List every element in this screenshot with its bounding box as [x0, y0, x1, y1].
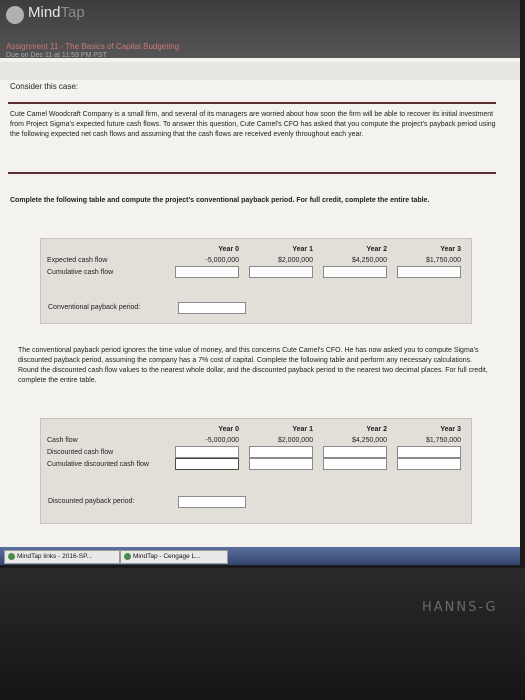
conventional-payback-label: Conventional payback period:: [48, 304, 141, 311]
cash-flow-year-2: $4,250,000: [351, 437, 387, 444]
col-year-2: Year 2: [366, 426, 387, 433]
discounted-payback-input[interactable]: [178, 496, 246, 508]
discounted-payback-label: Discounted payback period:: [48, 498, 135, 505]
table-row: [44, 435, 464, 446]
row-label: Discounted cash flow: [47, 448, 114, 456]
col-year-3: Year 3: [440, 246, 461, 253]
discounted-cash-flow-input-year-1[interactable]: [249, 446, 313, 458]
taskbar-item[interactable]: MindTap links - 2016-SP...: [4, 550, 120, 564]
col-year-0: Year 0: [218, 246, 239, 253]
col-year-1: Year 1: [292, 246, 313, 253]
cash-flow-year-1: $2,000,000: [277, 257, 313, 264]
browser-icon: [8, 553, 15, 560]
divider: [8, 172, 496, 174]
row-label: Cumulative cash flow: [47, 268, 114, 276]
table-row: [44, 255, 464, 266]
cumulative-cash-flow-input-year-2[interactable]: [323, 266, 387, 278]
cash-flow-year-3: $1,750,000: [425, 257, 461, 264]
case-heading: Consider this case:: [10, 82, 79, 91]
col-year-1: Year 1: [292, 426, 313, 433]
part2-table: [44, 424, 464, 470]
cash-flow-year-3: $1,750,000: [425, 437, 461, 444]
table-row: [44, 266, 464, 278]
part1-table: [44, 244, 464, 278]
cash-flow-year-0: -5,000,000: [205, 437, 239, 444]
taskbar: [0, 547, 520, 565]
content-header: [0, 62, 520, 80]
case-text: Cute Camel Woodcraft Company is a small firm, and several of its managers are worried about how soon the firm will be able to recover its initial investment from Project Sigma's expected future cash flows. To answer this question, Cute Camel's CFO has asked that you compute the project's payback period using the following expected net cash flows and assuming that the cash flows are received evenly throughout each year.: [10, 111, 496, 138]
col-year-2: Year 2: [366, 246, 387, 253]
table-row: [44, 458, 464, 470]
browser-icon: [124, 553, 131, 560]
taskbar-item[interactable]: MindTap - Cengage L...: [120, 550, 228, 564]
app-header: [0, 0, 520, 58]
monitor-bezel-bottom: [0, 568, 525, 700]
col-year-3: Year 3: [440, 426, 461, 433]
assignment-title[interactable]: Assignment 11 - The Basics of Capital Budgeting: [6, 42, 180, 51]
discounted-cash-flow-input-year-3[interactable]: [397, 446, 461, 458]
cumulative-cash-flow-input-year-0[interactable]: [175, 266, 239, 278]
cash-flow-year-0: -5,000,000: [205, 257, 239, 264]
discounted-cash-flow-input-year-0[interactable]: [175, 446, 239, 458]
divider: [8, 102, 496, 104]
cumulative-discounted-input-year-3[interactable]: [397, 458, 461, 470]
cumulative-discounted-input-year-1[interactable]: [249, 458, 313, 470]
row-label: Expected cash flow: [47, 257, 108, 264]
row-label: Cash flow: [47, 437, 78, 444]
cumulative-discounted-input-year-0[interactable]: [175, 458, 239, 470]
cumulative-cash-flow-input-year-3[interactable]: [397, 266, 461, 278]
col-year-0: Year 0: [218, 426, 239, 433]
app-name: MindTap: [28, 4, 85, 21]
cash-flow-year-1: $2,000,000: [277, 437, 313, 444]
table-row: [44, 446, 464, 458]
row-label: Cumulative discounted cash flow: [47, 460, 149, 468]
cash-flow-year-2: $4,250,000: [351, 257, 387, 264]
part2-instruction: The conventional payback period ignores the time value of money, and this concerns Cute Camel's CFO. He has now asked you to compute Sigma's discounted payback period, assuming the company has a 7% cost of capital. Complete the following table and perform any necessary calculations. Round the discounted cash flow values to the nearest whole dollar, and the discounted payback period to the nearest two decimal places. For full credit, complete the entire table.: [18, 347, 488, 384]
mindtap-logo-icon: [6, 6, 24, 24]
cumulative-cash-flow-input-year-1[interactable]: [249, 266, 313, 278]
due-date: Due on Dec 11 at 11:59 PM PST: [6, 52, 107, 59]
part1-instruction: Complete the following table and compute the project's conventional payback period. For full credit, complete the entire table.: [10, 197, 430, 204]
cumulative-discounted-input-year-2[interactable]: [323, 458, 387, 470]
discounted-cash-flow-input-year-2[interactable]: [323, 446, 387, 458]
conventional-payback-input[interactable]: [178, 302, 246, 314]
monitor-brand-logo: HANNS-G: [422, 600, 498, 615]
